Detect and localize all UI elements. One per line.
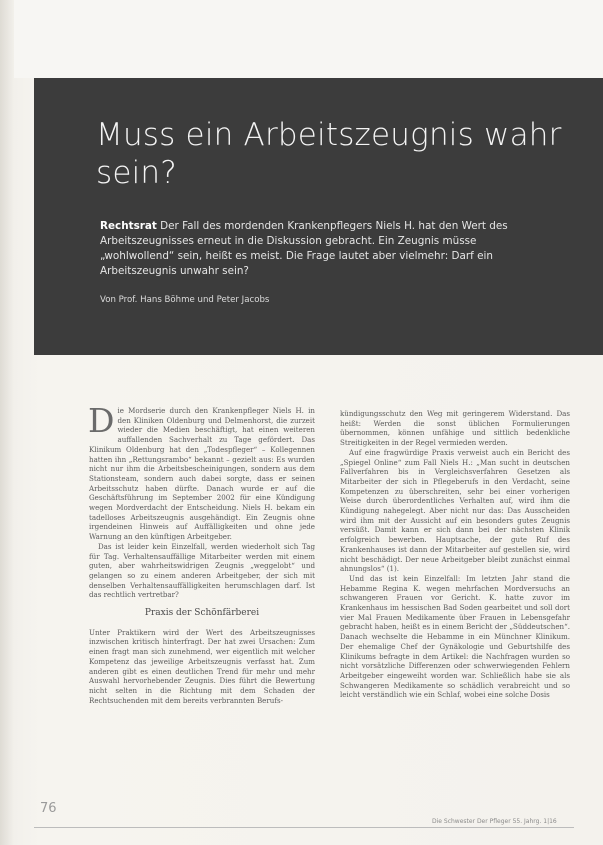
article-title: Muss ein Arbeitszeugnis wahr sein? bbox=[96, 117, 562, 191]
lead-text: Der Fall des mordenden Krankenpflegers Niels H. hat den Wert des Arbeitszeugnisses erneut in die Diskussion gebracht. Ein Zeugnis müsse „wohlwollend“ sein, heißt es meist. Die Frage lautet aber vielmehr: Darf ein Arbeitszeugnis unwahr sein? bbox=[100, 220, 508, 277]
paragraph: kündigungsschutz den Weg mit geringerem Widerstand. Das heißt: Werden die sonst üblichen Formulierungen übernommen, können unfähige und sittlich bedenkliche Streitigkeiten in der Regel vermieden werden. bbox=[340, 409, 570, 448]
column-right bbox=[340, 409, 570, 700]
paragraph: Auf eine fragwürdige Praxis verweist auch ein Bericht des „Spiegel Online“ zum Fall Niels H.: „Man sucht in deutschen Fallverfahren bis in Vergleichsverfahren Gesetzen als Mitarbeiter der sich in Pflegeberufs in den Verdacht, seine Kompetenzen zu überschreiten, sehr bei einer vorherigen Weise durch überordentliches Verhalten auf, wird ihm die Kündigung nahegelegt. Aber nicht nur das: Das Ausscheiden wird ihm mit der Aussicht auf ein besonders gutes Zeugnis versüßt. Damit kann er sich dann bei der nächsten Klinik erfolgreich bewerben. Hauptsache, der gute Ruf des Krankenhauses ist dann der Mitarbeiter auf gestellen sie, wird nicht beschädigt. Der neue Arbeitgeber bleibt zunächst einmal ahnungslos“ (1). bbox=[340, 447, 570, 574]
column-left bbox=[88, 401, 315, 705]
paragraph: Und das ist kein Einzelfall: Im letzten Jahr stand die Hebamme Regina K. wegen mehrfachen Mordversuchs an schwangeren Frauen vor Gericht. K. hatte zuvor im Krankenhaus im hessischen Bad Soden gearbeitet und soll dort vier Mal Frauen Medikamente über Frauen in Lebensgefahr gebracht haben, heißt es in einem Bericht der „Süddeutschen“. Danach wechselte die Hebamme in ein Münchner Klinikum. Der ehemalige Chef der Gynäkologie und Geburtshilfe des Klinikums befragte in dem Artikel: die Nachfragen wurden so nicht vorsätzliche Differenzen oder schwerwiegenden Fehlern Arbeitgeber eingeweiht worden war. Schließlich habe sie als Schwangeren Medikamente so schädlich verabreicht und so leicht verständlich wie ein Schlaf, wobei eine solche Dosis bbox=[340, 573, 570, 700]
paragraph: Das ist leider kein Einzelfall, werden wiederholt sich Tag für Tag. Verhaltensauffällige Mitarbeiter werden mit einem guten, aber wahrheitswidrigen Zeugnis „weggelobt“ und gelangen so zu einem anderen Arbeitgeber, der sich mit denselben Verhaltensauffälligkeiten herumschlagen darf. Ist das rechtlich vertretbar? bbox=[89, 541, 315, 600]
page-number: 76 bbox=[40, 801, 57, 816]
paragraph: Unter Praktikern wird der Wert des Arbeitszeugnisses inzwischen kritisch hinterfragt. Der hat zwei Ursachen: Zum einen fragt man sich zunehmend, wer eigentlich mit welcher Kompetenz das jeweilige Arbeitszeugnis verfasst hat. Zum anderen gibt es einen deutlichen Trend für mehr und mehr Auswahl hervorhebender Zeugnis. Dies führt die Bewertung nicht selten in die Richtung mit dem Schaden der Rechtsuchenden mit dem bereits verbrannten Berufs- bbox=[89, 627, 315, 705]
journal-footer: Die Schwester Der Pfleger 55. Jahrg. 1|16 bbox=[432, 818, 557, 825]
subheading: Praxis der Schönfärberei bbox=[144, 608, 260, 619]
footer-divider bbox=[34, 827, 574, 828]
paragraph: Die Mordserie durch den Krankenpfleger Niels H. in den Kliniken Oldenburg und Delmenhorst, die zurzeit wieder die Medien beschäftigt, hat einen weiteren auffallenden Sachverhalt zu Tage gefördert. Das Klinikum Oldenburg hat den „Todespfleger“ – Kollegennen hatten ihn „Rettungsrambo“ bekannt – gezielt aus: Es wurden nicht nur ihm die Arbeitsbescheinigungen, sondern aus dem Stationsteam, sondern auch dabei sorgte, dass er seinen Arbeitsschutz haben dürfte. Danach wurde er auf die Geschäftsführung im September 2002 für eine Kündigung wegen Mordverdacht der Entscheidung. Niels H. bekam ein tadelloses Arbeitszeugnis ausgehändigt. Ein Zeugnis ohne irgendeinen Hinweis auf Auffälligkeiten und ohne jede Warnung an den künftigen Arbeitgeber. bbox=[88, 401, 315, 542]
drop-cap: D bbox=[88, 401, 115, 440]
byline: Von Prof. Hans Böhme und Peter Jacobs bbox=[100, 295, 270, 305]
lead-label: Rechtsrat bbox=[100, 220, 157, 232]
article-lead bbox=[100, 219, 530, 279]
top-margin bbox=[14, 0, 603, 78]
